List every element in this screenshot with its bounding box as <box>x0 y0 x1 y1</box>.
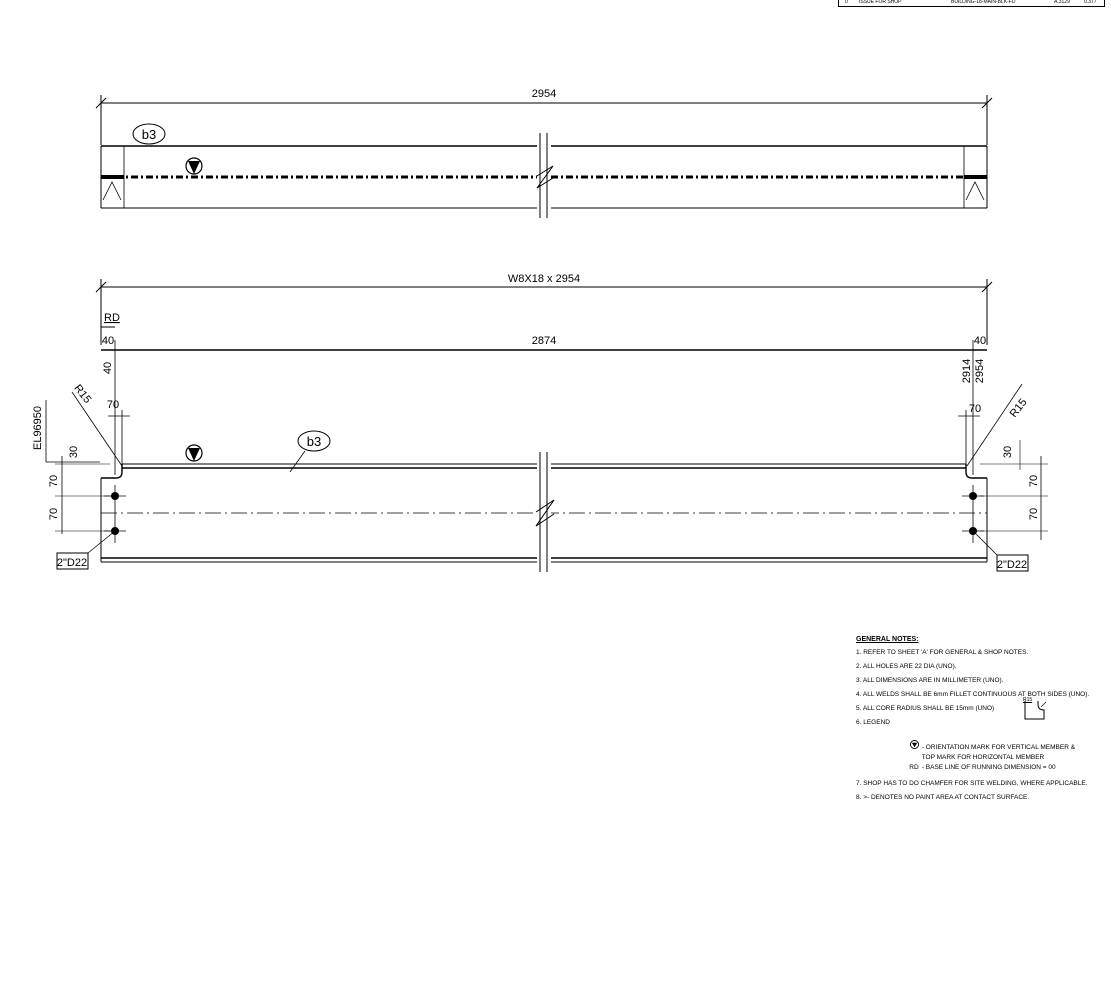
legend-item <box>908 740 1106 752</box>
note-item: 7. SHOP HAS TO DO CHAMFER FOR SITE WELDING, WHERE APPLICABLE. <box>856 779 1088 787</box>
note-item: 6. LEGEND <box>856 719 890 727</box>
right-dim-2914: 2914 <box>961 358 973 384</box>
left-30-dim: 30 <box>68 445 80 459</box>
note-item: 2. ALL HOLES ARE 22 DIA (UNO). <box>856 662 957 670</box>
right-radius-label: R15 <box>1007 396 1030 420</box>
legend-rd-symbol: RD <box>909 763 919 771</box>
elevation-label: EL96950 <box>32 405 44 451</box>
right-end-dim: 40 <box>973 335 987 347</box>
plan-orientation-mark-icon <box>186 445 202 461</box>
revision-cell: 0 <box>845 0 848 5</box>
left-hole-callout: 2"D22 <box>56 557 88 569</box>
no-paint-mark <box>966 182 984 200</box>
no-paint-mark <box>103 182 121 200</box>
piece-mark-text: b3 <box>141 127 157 142</box>
left-radius-label: R15 <box>71 382 94 406</box>
plan-piece-mark-text: b3 <box>306 434 322 449</box>
revision-cell: 0.377 <box>1084 0 1097 5</box>
right-bolt-holes <box>962 485 984 543</box>
note-item: 3. ALL DIMENSIONS ARE IN MILLIMETER (UNO). <box>856 677 1004 684</box>
right-70-dim-b: 70 <box>1028 507 1040 521</box>
left-70-dim-a: 70 <box>48 474 60 488</box>
note-item: 4. ALL WELDS SHALL BE 6mm FILLET CONTINUOUS AT BOTH SIDES (UNO). <box>856 691 1090 699</box>
note-item: 5. ALL CORE RADIUS SHALL BE 15mm (UNO) <box>856 705 995 713</box>
rd-label: RD <box>104 312 120 324</box>
right-cope <box>966 464 987 478</box>
left-bolt-holes <box>104 485 126 543</box>
general-notes <box>856 636 1106 808</box>
orientation-mark-icon <box>186 158 202 174</box>
left-cope-70: 70 <box>106 399 120 411</box>
left-cope <box>101 464 122 478</box>
revision-cell: ISSUE FOR SHOP <box>859 0 902 5</box>
member-label: W8X18 x 2954 <box>507 273 581 285</box>
overall-dim-text: 2954 <box>531 88 557 100</box>
note-item: 1. REFER TO SHEET 'A' FOR GENERAL & SHOP NOTES. <box>856 648 1029 656</box>
note-item-cope <box>856 697 1106 713</box>
vertical-40-dim: 40 <box>102 361 114 375</box>
legend-text: TOP MARK FOR HORIZONTAL MEMBER <box>921 753 1045 761</box>
right-70-dim-a: 70 <box>1028 474 1040 488</box>
left-70-dim-b: 70 <box>48 507 60 521</box>
cope-label: R15 <box>1023 697 1033 704</box>
elevation-view <box>96 88 992 218</box>
note-item: 8. >- DENOTES NO PAINT AREA AT CONTACT SURFACE. <box>856 794 1030 801</box>
plan-view <box>32 273 1048 574</box>
right-dim-2954: 2954 <box>974 358 986 384</box>
legend-text: - BASE LINE OF RUNNING DIMENSION = 00 <box>921 763 1056 771</box>
right-cope-70: 70 <box>968 403 982 415</box>
revision-cell: BUILDING-18-MAIN-BLK-FD <box>951 0 1016 5</box>
right-30-dim: 30 <box>1002 445 1014 459</box>
left-end-dim: 40 <box>101 335 115 347</box>
legend-orientation-mark-icon <box>908 740 920 752</box>
right-hole-callout: 2"D22 <box>996 559 1028 571</box>
revision-cell: A.3129 <box>1054 0 1070 5</box>
legend-item <box>908 754 1106 762</box>
legend-text: - ORIENTATION MARK FOR VERTICAL MEMBER & <box>921 743 1076 751</box>
general-notes-title: GENERAL NOTES: <box>856 636 919 643</box>
center-dim: 2874 <box>531 335 557 347</box>
legend-item <box>908 764 1106 772</box>
